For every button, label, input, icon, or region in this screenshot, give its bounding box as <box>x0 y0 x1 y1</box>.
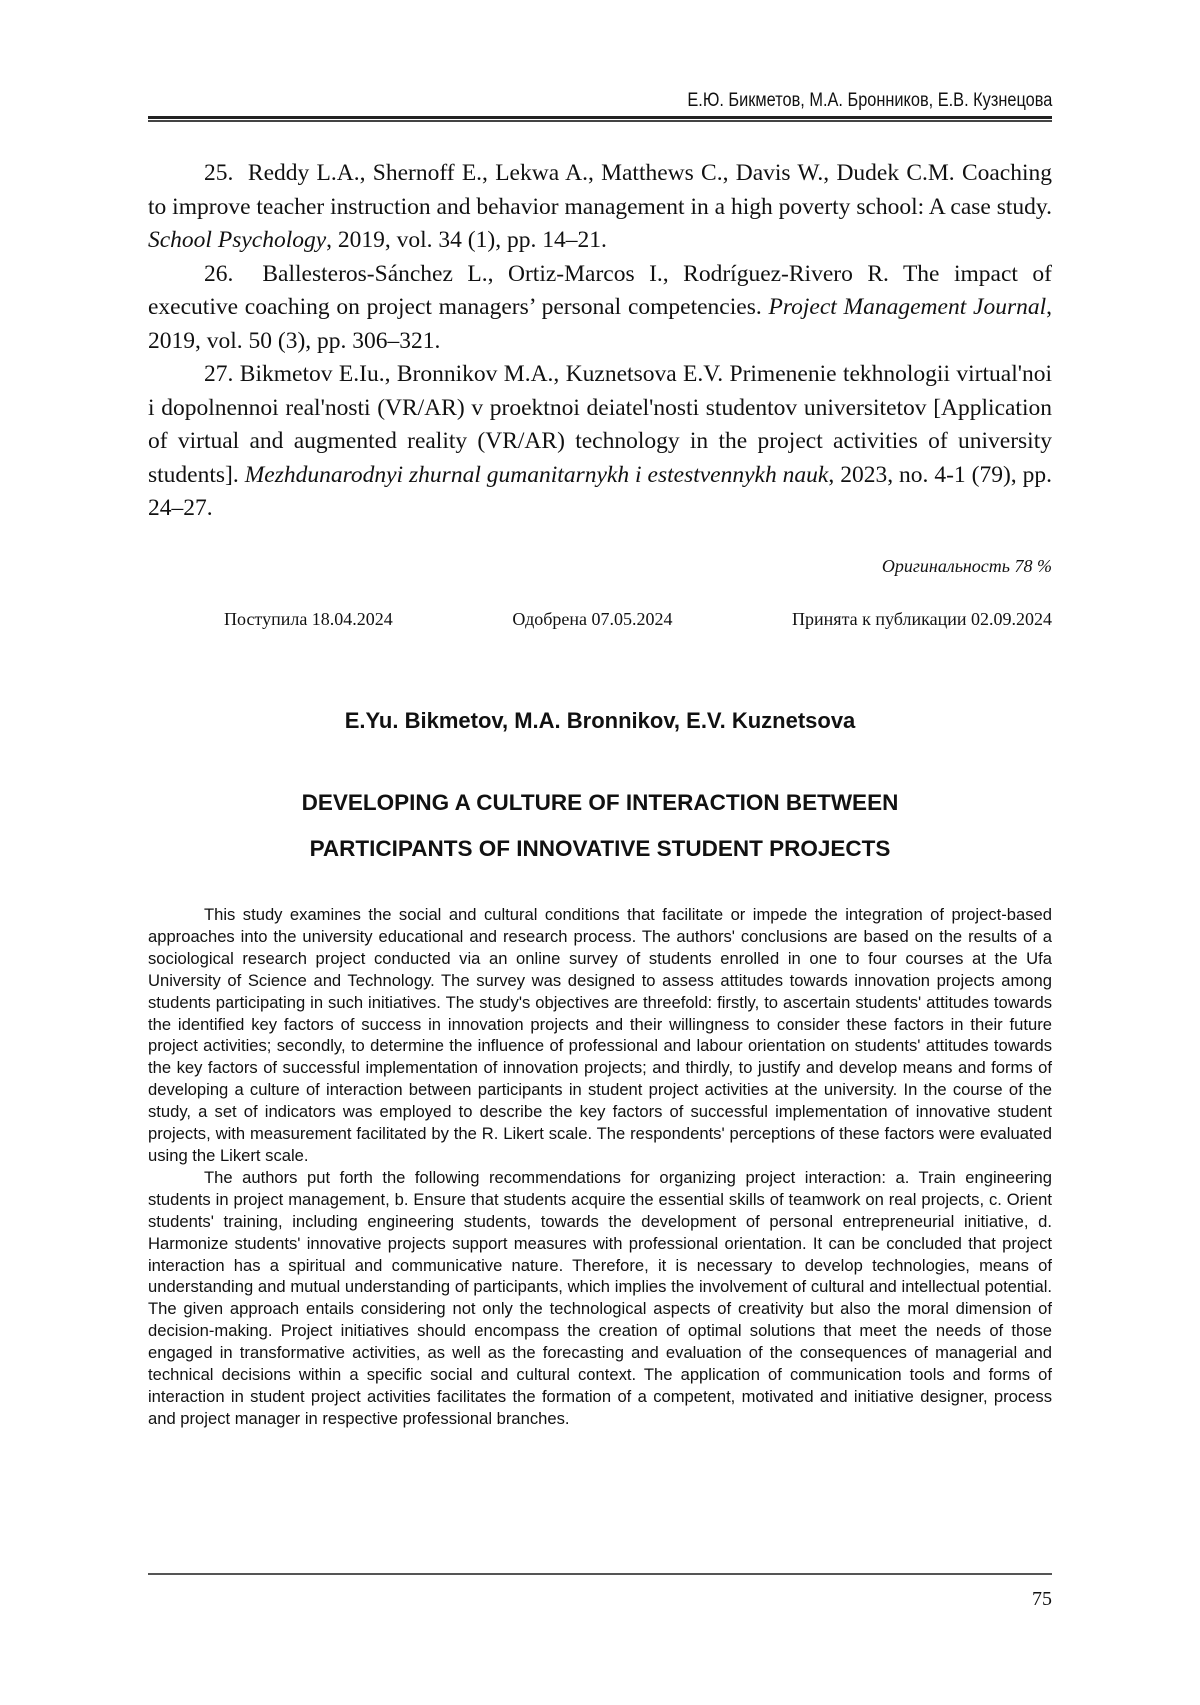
approved-date: Одобрена 07.05.2024 <box>512 609 673 629</box>
reference-list <box>148 157 1052 526</box>
publication-dates <box>224 609 1052 630</box>
reference-item: 26. Ballesteros-Sánchez L., Ortiz-Marcos I., Rodríguez-Rivero R. The impact of executive coaching on project managers’ personal competencies. Project Management Journal, 2019, vol. 50 (3), pp. 306–321. <box>148 260 1053 354</box>
abstract-paragraph: The authors put forth the following recommendations for organizing project interaction: a. Train engineering students in project management, b. Ensure that students acquire the essential skills of teamwork on real projects, c. Orient students' training, including engineering students, towards the development of personal entrepreneurial initiative, d. Harmonize students' innovative projects support measures with professional orientation. It can be concluded that project interaction has a spiritual and communicative nature. Therefore, it is necessary to develop technologies, means of understanding and mutual understanding of participants, which implies the involvement of cultural and intellectual potential. The given approach entails considering not only the technological aspects of creativity but also the moral dimension of decision-making. Project initiatives should encompass the creation of optimal solutions that meet the needs of those engaged in transformative activities, as well as the forecasting and evaluation of the consequences of managerial and technical decisions within a specific social and cultural context. The application of communication tools and forms of interaction in student project activities facilitates the formation of a competent, motivated and initiative designer, process and project manager in respective professional branches. <box>148 1167 1052 1428</box>
header-double-rule <box>148 116 1052 122</box>
journal-title: Project Management Journal <box>768 294 1047 320</box>
footer-rule <box>148 1573 1052 1575</box>
english-authors: E.Yu. Bikmetov, M.A. Bronnikov, E.V. Kuznetsova <box>344 708 856 733</box>
originality-note: Оригинальность 78 % <box>881 556 1052 576</box>
running-head: Е.Ю. Бикметов, М.А. Бронников, Е.В. Кузнецова <box>687 90 1052 111</box>
accepted-date: Принята к публикации 02.09.2024 <box>792 609 1052 629</box>
english-title: DEVELOPING A CULTURE OF INTERACTION BETWEEN PARTICIPANTS OF INNOVATIVE STUDENT PROJECTS <box>301 790 899 861</box>
page-number: 75 <box>1032 1588 1052 1610</box>
journal-title: School Psychology <box>148 227 327 253</box>
abstract-paragraph: This study examines the social and cultural conditions that facilitate or impede the integration of project-based approaches into the university educational and research process. The authors' conclusions are based on the results of a sociological research project conducted via an online survey of students enrolled in one to four courses at the Ufa University of Science and Technology. The survey was designed to assess attitudes towards innovation projects among students participating in such initiatives. The study's objectives are threefold: firstly, to ascertain students' attitudes towards the identified key factors of success in innovation projects and their willingness to consider these factors in their future project activities; secondly, to determine the influence of professional and labour orientation on students' attitudes towards the key factors of successful implementation of innovation projects; and thirdly, to justify and develop means and forms of developing a culture of interaction between participants in student project activities at the university. In the course of the study, a set of indicators was employed to describe the key factors of successful implementation of innovative student projects, with measurement facilitated by the R. Likert scale. The respondents' perceptions of these factors were evaluated using the Likert scale. <box>148 905 1052 1165</box>
journal-title: Mezhdunarodnyi zhurnal gumanitarnykh i estestvennykh nauk <box>244 461 829 488</box>
reference-item: 27. Bikmetov E.Iu., Bronnikov M.A., Kuznetsova E.V. Primenenie tekhnologii virtual'noi i dopolnennoi real'nosti (VR/AR) v proektnoi deiatel'nosti studentov universitetov [Application of virtual and augmented reality (VR/AR) technology in the project activities of university students]. Mezhdunarodnyi zhurnal gumanitarnykh i estestvennykh nauk, 2023, no. 4-1 (79), pp. 24–27. <box>148 361 1053 521</box>
english-abstract <box>148 904 1052 1430</box>
received-date: Поступила 18.04.2024 <box>224 609 393 629</box>
reference-item: 25. Reddy L.A., Shernoff E., Lekwa A., Matthews C., Davis W., Dudek C.M. Coaching to improve teacher instruction and behavior management in a high poverty school: A case study. School Psychology, 2019, vol. 34 (1), pp. 14–21. <box>148 160 1053 253</box>
